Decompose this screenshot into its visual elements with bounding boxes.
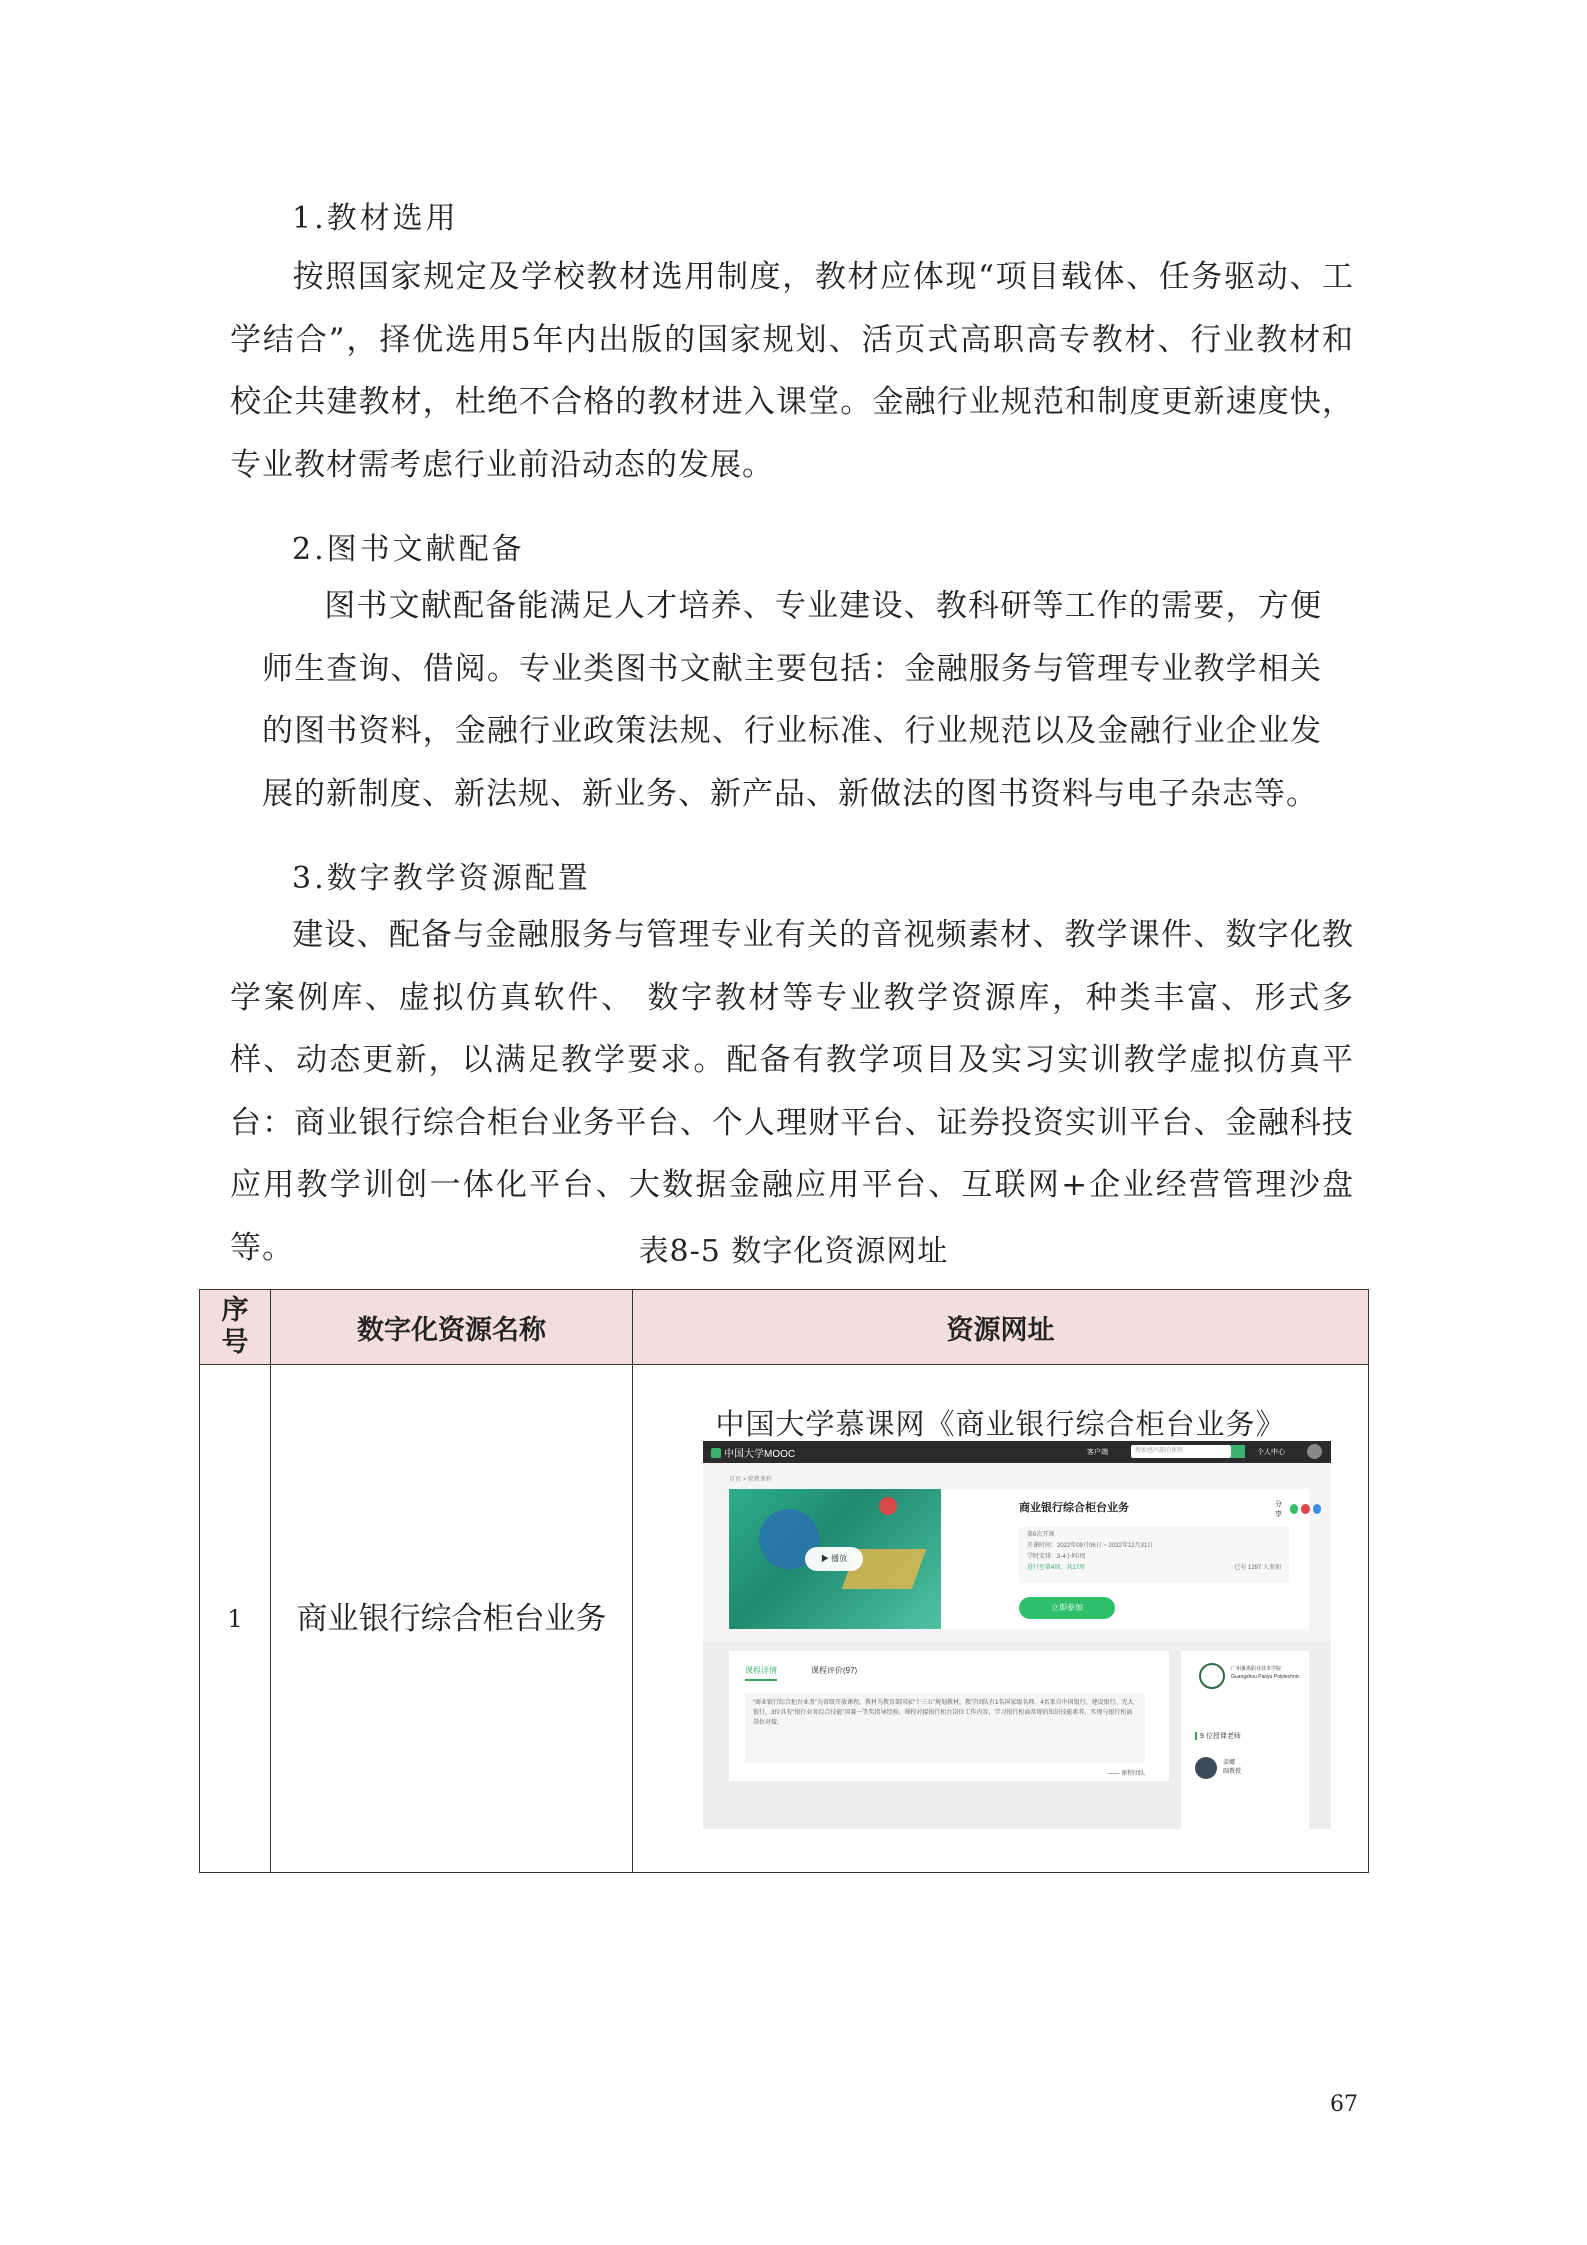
mooc-logo-text: 中国大学MOOC [724, 1449, 796, 1460]
row-number: 1 [200, 1365, 271, 1873]
hours-label: 学时安排：3-4小时/周 [1027, 1554, 1086, 1560]
section-body-2: 图书文献配备能满足人才培养、专业建设、教科研等工作的需要，方便师生查询、借阅。专业类图书文献主要包括：金融服务与管理专业教学相关的图书资料，金融行业政策法规、行业标准、行业规范以及金融行业企业发展的新制度、新法规、新业务、新产品、新做法的图书资料与电子杂志等。 [262, 588, 1322, 812]
mooc-school-panel [1181, 1651, 1309, 1829]
mooc-lower-section [703, 1641, 1331, 1829]
mooc-logo [711, 1445, 795, 1460]
session-label: 第6次开课 [1027, 1532, 1055, 1538]
school-seal-icon [1199, 1663, 1225, 1689]
enrolled-label: 已有 1297 人参加 [1234, 1565, 1281, 1571]
mooc-course-cover [729, 1489, 941, 1629]
tab-course-reviews: 课程评价(97) [811, 1666, 858, 1675]
teacher-avatar [1195, 1757, 1217, 1779]
section-heading-1: 1.教材选用 [292, 201, 459, 236]
header-resource-url: 资源网址 [633, 1290, 1369, 1365]
qq-icon [1313, 1504, 1321, 1514]
header-number: 序号 [200, 1290, 271, 1365]
share-label: 分享 [1275, 1501, 1282, 1518]
mooc-details-panel [729, 1651, 1169, 1781]
mooc-search-icon [1231, 1445, 1245, 1458]
row-resource-name: 商业银行综合柜台业务 [271, 1365, 633, 1873]
teachers-label [1195, 1731, 1241, 1741]
tab-course-detail: 课程详情 [745, 1665, 777, 1681]
mooc-course-title: 商业银行综合柜台业务 [1019, 1502, 1129, 1514]
mooc-play-button: ▶ 播放 [805, 1547, 863, 1571]
table-row [200, 1365, 1369, 1873]
mooc-topbar [703, 1441, 1331, 1463]
teacher-name: 姜娜 [1223, 1760, 1236, 1766]
header-resource-name: 数字化资源名称 [271, 1290, 633, 1365]
row-resource-url-cell [633, 1365, 1369, 1873]
course-team-label: —— 课程团队 [1107, 1771, 1145, 1777]
dates-label: 开课时间：2022年09月06日 ~ 2022年12月31日 [1027, 1543, 1154, 1549]
mooc-app-link: 客户端 [1087, 1449, 1108, 1456]
mooc-course-hero [729, 1489, 1309, 1629]
cover-marker-shape [879, 1497, 897, 1515]
mooc-join-button: 立即参加 [1019, 1597, 1115, 1619]
page-number: 67 [1330, 2092, 1358, 2117]
mooc-screenshot [703, 1441, 1331, 1829]
mooc-search-input: 搜索感兴趣的课程 [1131, 1445, 1231, 1458]
wechat-icon [1290, 1504, 1298, 1514]
teacher-role: 副教授 [1223, 1769, 1242, 1775]
weibo-icon [1301, 1504, 1309, 1514]
table-caption: 表8-5 数字化资源网址 [638, 1234, 949, 1269]
section-body-1: 按照国家规定及学校教材选用制度，教材应体现“项目载体、任务驱动、工学结合”，择优选用5年内出版的国家规划、活页式高职高专教材、行业教材和校企共建教材，杜绝不合格的教材进入课堂。金融行业规范和制度更新速度快，专业教材需考虑行业前沿动态的发展。 [230, 259, 1354, 483]
mooc-share [1275, 1499, 1321, 1519]
school-name-en: Guangzhou Panyu Polytechnic [1231, 1674, 1300, 1680]
resource-table [199, 1289, 1369, 1873]
course-quote: “商业银行综合柜台业务”为省级开放课程，教材为教育部国家“十三五”规划教材，教学团队有1名国家级名师、4名来自中国银行、建设银行、光大银行，3位具有“银行业务综合技能”国赛一等奖指导经验。课程对接银行柜台岗位工作内容，学习银行柜面常规的知识技能素养，实现与银行柜面岗位对接。 [745, 1693, 1145, 1763]
school-name [1231, 1665, 1299, 1681]
school-name-cn: 广州番禺职业技术学院 [1231, 1666, 1282, 1672]
mooc-breadcrumb: 首页 > 职教课程 [729, 1477, 772, 1483]
teacher-info [1223, 1759, 1241, 1777]
mooc-course-info [1019, 1527, 1289, 1583]
mooc-my-center: 个人中心 [1257, 1449, 1285, 1456]
status-label: 进行至第4周，共17周 [1027, 1565, 1086, 1571]
mooc-avatar [1307, 1444, 1322, 1459]
section-heading-2: 2.图书文献配备 [292, 532, 525, 567]
resource-site-title: 中国大学慕课网《商业银行综合柜台业务》 [715, 1407, 1286, 1441]
mooc-logo-icon [711, 1448, 721, 1458]
teachers-count: 9 位授课老师 [1200, 1733, 1241, 1740]
section-heading-3: 3.数字教学资源配置 [292, 861, 591, 896]
section-body-3: 建设、配备与金融服务与管理专业有关的音视频素材、教学课件、数字化教学案例库、虚拟仿真软件、 数字教材等专业教学资源库，种类丰富、形式多样、动态更新，以满足教学要求。配备有教学项目及实习实训教学虚拟仿真平台：商业银行综合柜台业务平台、个人理财平台、证券投资实训平台、金融科技应用教学训创一体化平台、大数据金融应用平台、互联网+企业经营管理沙盘等。 [230, 917, 1354, 1266]
table-header-row [200, 1290, 1369, 1365]
